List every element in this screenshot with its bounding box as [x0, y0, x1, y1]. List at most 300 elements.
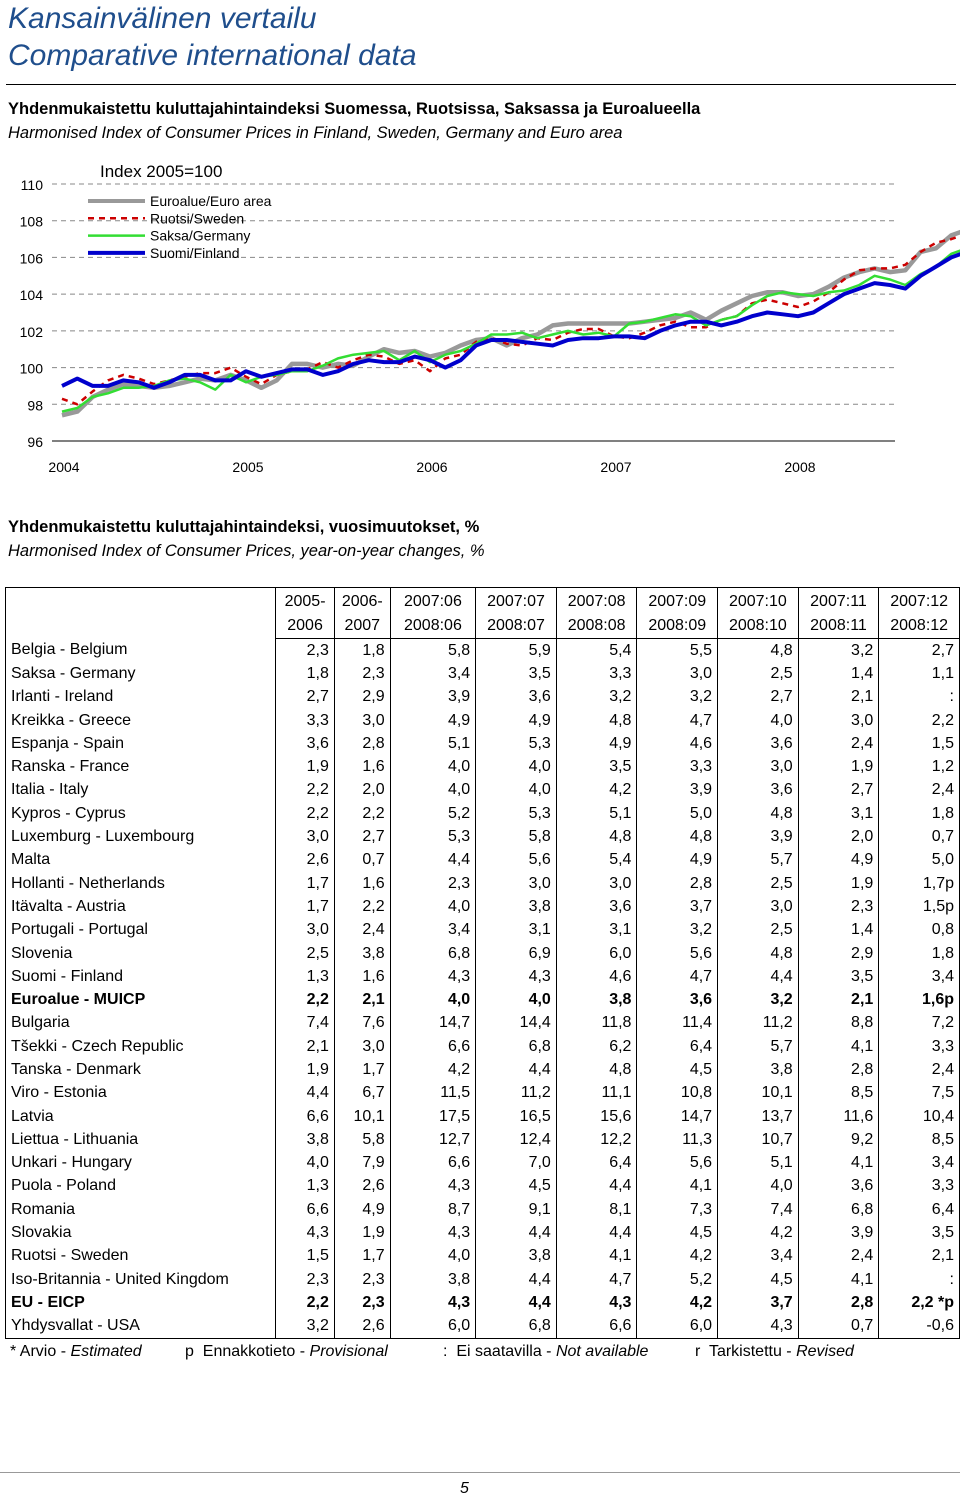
- country-label: Malta: [6, 849, 276, 872]
- value-cell: 4,1: [798, 1268, 879, 1291]
- chart-title-fi: Yhdenmukaistettu kuluttajahintaindeksi Suomessa, Ruotsissa, Saksassa ja Euroalueella: [8, 100, 701, 118]
- country-label: Ruotsi - Sweden: [6, 1245, 276, 1268]
- value-cell: 1,8: [334, 639, 390, 663]
- value-cell: 3,6: [718, 779, 799, 802]
- value-cell: 1,4: [798, 662, 879, 685]
- value-cell: 11,5: [390, 1082, 476, 1105]
- value-cell: 4,4: [718, 965, 799, 988]
- value-cell: 4,7: [637, 965, 718, 988]
- value-cell: 8,1: [556, 1198, 637, 1221]
- value-cell: 2,4: [798, 732, 879, 755]
- value-cell: 2,2: [879, 709, 960, 732]
- value-cell: 1,1: [879, 662, 960, 685]
- value-cell: 4,3: [718, 1315, 799, 1339]
- value-cell: 5,1: [390, 732, 476, 755]
- value-cell: 3,5: [879, 1221, 960, 1244]
- value-cell: 2,2: [276, 779, 335, 802]
- value-cell: 7,0: [476, 1152, 557, 1175]
- value-cell: 4,2: [637, 1291, 718, 1314]
- x-tick-label: 2005: [232, 459, 264, 475]
- value-cell: 4,0: [718, 709, 799, 732]
- value-cell: 4,7: [556, 1268, 637, 1291]
- table-corner: [6, 614, 276, 639]
- value-cell: 5,7: [718, 849, 799, 872]
- page-title-en: Comparative international data: [8, 39, 417, 72]
- table-row: [6, 614, 960, 639]
- value-cell: 3,7: [637, 895, 718, 918]
- value-cell: 3,2: [637, 919, 718, 942]
- table-row: [6, 732, 960, 755]
- value-cell: 1,5: [879, 732, 960, 755]
- value-cell: 4,8: [556, 1058, 637, 1081]
- column-header: 2005-: [276, 588, 335, 615]
- title-divider: [6, 84, 956, 85]
- value-cell: 1,2: [879, 755, 960, 778]
- value-cell: 5,4: [556, 849, 637, 872]
- country-label: Hollanti - Netherlands: [6, 872, 276, 895]
- value-cell: 6,8: [390, 942, 476, 965]
- footer-divider: [0, 1472, 960, 1473]
- value-cell: 2,2: [334, 802, 390, 825]
- value-cell: 3,8: [276, 1128, 335, 1151]
- value-cell: 1,4: [798, 919, 879, 942]
- country-label: Bulgaria: [6, 1012, 276, 1035]
- y-tick-label: 102: [19, 323, 43, 340]
- value-cell: 12,2: [556, 1128, 637, 1151]
- country-label: EU - EICP: [6, 1291, 276, 1314]
- value-cell: 14,7: [637, 1105, 718, 1128]
- legend-label: Ruotsi/Sweden: [150, 210, 245, 227]
- value-cell: 2,2 *p: [879, 1291, 960, 1314]
- value-cell: 5,3: [476, 732, 557, 755]
- table-row: [6, 1035, 960, 1058]
- table-row: [6, 1152, 960, 1175]
- value-cell: 3,0: [334, 1035, 390, 1058]
- value-cell: 11,4: [637, 1012, 718, 1035]
- value-cell: 4,0: [718, 1175, 799, 1198]
- value-cell: 5,1: [718, 1152, 799, 1175]
- value-cell: 5,0: [879, 849, 960, 872]
- country-label: Romania: [6, 1198, 276, 1221]
- value-cell: 8,5: [879, 1128, 960, 1151]
- value-cell: 2,0: [798, 825, 879, 848]
- value-cell: 3,9: [390, 686, 476, 709]
- value-cell: 4,4: [556, 1221, 637, 1244]
- y-tick-label: 96: [27, 434, 43, 450]
- table-corner: [6, 588, 276, 615]
- table-row: [6, 1268, 960, 1291]
- footnote-not-available: : Ei saatavilla - Not available: [443, 1343, 649, 1360]
- value-cell: 6,8: [476, 1035, 557, 1058]
- value-cell: 4,0: [476, 755, 557, 778]
- value-cell: 4,3: [556, 1291, 637, 1314]
- value-cell: 3,6: [637, 988, 718, 1011]
- y-tick-label: 106: [19, 250, 43, 267]
- country-label: Kypros - Cyprus: [6, 802, 276, 825]
- value-cell: 6,4: [879, 1198, 960, 1221]
- value-cell: 2,2: [276, 988, 335, 1011]
- column-header: 2007:06: [390, 588, 476, 615]
- table-row: [6, 1221, 960, 1244]
- value-cell: 4,1: [637, 1175, 718, 1198]
- value-cell: 3,3: [276, 709, 335, 732]
- value-cell: 3,3: [556, 662, 637, 685]
- value-cell: 2,6: [334, 1175, 390, 1198]
- value-cell: 3,2: [637, 686, 718, 709]
- value-cell: 1,9: [334, 1221, 390, 1244]
- value-cell: 3,0: [276, 919, 335, 942]
- value-cell: 10,8: [637, 1082, 718, 1105]
- country-label: Portugali - Portugal: [6, 919, 276, 942]
- y-tick-label: 100: [19, 360, 43, 377]
- value-cell: 3,6: [718, 732, 799, 755]
- value-cell: 3,2: [276, 1315, 335, 1339]
- value-cell: 2,8: [334, 732, 390, 755]
- value-cell: 3,5: [556, 755, 637, 778]
- country-label: Iso-Britannia - United Kingdom: [6, 1268, 276, 1291]
- value-cell: 5,3: [390, 825, 476, 848]
- value-cell: 5,9: [476, 639, 557, 663]
- value-cell: 3,6: [556, 895, 637, 918]
- value-cell: 2,2: [334, 895, 390, 918]
- value-cell: 2,2: [276, 802, 335, 825]
- footnote-revised: r Tarkistettu - Revised: [695, 1343, 854, 1360]
- value-cell: 3,3: [879, 1035, 960, 1058]
- value-cell: 1,8: [879, 802, 960, 825]
- value-cell: 1,7p: [879, 872, 960, 895]
- table-row: [6, 755, 960, 778]
- column-header: 2008:08: [556, 614, 637, 639]
- value-cell: 9,1: [476, 1198, 557, 1221]
- country-label: Slovenia: [6, 942, 276, 965]
- value-cell: 1,9: [276, 755, 335, 778]
- value-cell: 3,0: [556, 872, 637, 895]
- country-label: Luxemburg - Luxembourg: [6, 825, 276, 848]
- country-label: Ranska - France: [6, 755, 276, 778]
- value-cell: 11,1: [556, 1082, 637, 1105]
- table-row: [6, 779, 960, 802]
- column-header: 2008:10: [718, 614, 799, 639]
- value-cell: 4,3: [390, 1291, 476, 1314]
- table-row: [6, 1198, 960, 1221]
- value-cell: 2,4: [879, 1058, 960, 1081]
- value-cell: 7,9: [334, 1152, 390, 1175]
- value-cell: 4,3: [276, 1221, 335, 1244]
- value-cell: 8,5: [798, 1082, 879, 1105]
- value-cell: 6,4: [556, 1152, 637, 1175]
- country-label: Tanska - Denmark: [6, 1058, 276, 1081]
- table-row: [6, 802, 960, 825]
- value-cell: 2,5: [718, 872, 799, 895]
- value-cell: 4,4: [390, 849, 476, 872]
- value-cell: 4,8: [718, 639, 799, 663]
- column-header: 2007:09: [637, 588, 718, 615]
- value-cell: 4,2: [718, 1221, 799, 1244]
- value-cell: 2,4: [879, 779, 960, 802]
- value-cell: 12,7: [390, 1128, 476, 1151]
- value-cell: 4,6: [637, 732, 718, 755]
- value-cell: 5,1: [556, 802, 637, 825]
- value-cell: 8,8: [798, 1012, 879, 1035]
- value-cell: 2,4: [334, 919, 390, 942]
- column-header: 2008:06: [390, 614, 476, 639]
- value-cell: 2,4: [798, 1245, 879, 1268]
- value-cell: 4,6: [556, 965, 637, 988]
- value-cell: 2,8: [637, 872, 718, 895]
- country-label: Itävalta - Austria: [6, 895, 276, 918]
- value-cell: 2,3: [334, 1268, 390, 1291]
- value-cell: 2,3: [276, 1268, 335, 1291]
- y-tick-label: 108: [19, 213, 43, 230]
- footnote-provisional: p Ennakkotieto - Provisional: [185, 1343, 388, 1360]
- table-row: [6, 686, 960, 709]
- value-cell: 17,5: [390, 1105, 476, 1128]
- value-cell: 6,4: [637, 1035, 718, 1058]
- value-cell: 1,9: [276, 1058, 335, 1081]
- table-row: [6, 849, 960, 872]
- value-cell: 2,0: [334, 779, 390, 802]
- footnote-estimated: * Arvio - Estimated: [10, 1343, 142, 1360]
- value-cell: 3,2: [718, 988, 799, 1011]
- value-cell: 10,1: [334, 1105, 390, 1128]
- value-cell: 3,4: [879, 1152, 960, 1175]
- value-cell: 2,7: [879, 639, 960, 663]
- value-cell: 11,2: [718, 1012, 799, 1035]
- country-label: Kreikka - Greece: [6, 709, 276, 732]
- column-header: 2008:12: [879, 614, 960, 639]
- column-header: 2006: [276, 614, 335, 639]
- value-cell: 8,7: [390, 1198, 476, 1221]
- chart-index-title: Index 2005=100: [100, 162, 223, 181]
- country-label: Saksa - Germany: [6, 662, 276, 685]
- value-cell: 2,9: [798, 942, 879, 965]
- value-cell: 11,2: [476, 1082, 557, 1105]
- table-row: [6, 1245, 960, 1268]
- value-cell: 3,3: [879, 1175, 960, 1198]
- y-tick-label: 98: [27, 397, 43, 414]
- value-cell: 4,5: [637, 1058, 718, 1081]
- value-cell: :: [879, 686, 960, 709]
- value-cell: 5,2: [390, 802, 476, 825]
- value-cell: 3,3: [637, 755, 718, 778]
- x-tick-label: 2007: [600, 459, 632, 475]
- table-row: [6, 1315, 960, 1339]
- table-row: [6, 1058, 960, 1081]
- value-cell: 2,1: [276, 1035, 335, 1058]
- value-cell: 2,7: [334, 825, 390, 848]
- hicp-line-chart: [0, 160, 960, 490]
- table-row: [6, 895, 960, 918]
- value-cell: 14,4: [476, 1012, 557, 1035]
- value-cell: 4,8: [556, 709, 637, 732]
- value-cell: 4,5: [718, 1268, 799, 1291]
- column-header: 2007:08: [556, 588, 637, 615]
- value-cell: 11,6: [798, 1105, 879, 1128]
- table-row: [6, 1082, 960, 1105]
- value-cell: 5,3: [476, 802, 557, 825]
- table-row: [6, 919, 960, 942]
- column-header: 2008:07: [476, 614, 557, 639]
- x-tick-label: 2008: [784, 459, 816, 475]
- value-cell: 10,4: [879, 1105, 960, 1128]
- value-cell: 3,0: [276, 825, 335, 848]
- value-cell: 1,6p: [879, 988, 960, 1011]
- value-cell: 5,6: [476, 849, 557, 872]
- column-header: 2008:09: [637, 614, 718, 639]
- value-cell: 2,5: [718, 662, 799, 685]
- value-cell: 10,7: [718, 1128, 799, 1151]
- value-cell: 3,6: [476, 686, 557, 709]
- series-line-finland: [62, 239, 960, 388]
- column-header: 2008:11: [798, 614, 879, 639]
- value-cell: 2,3: [276, 639, 335, 663]
- page-number: 5: [460, 1480, 469, 1497]
- value-cell: 7,6: [334, 1012, 390, 1035]
- value-cell: 2,3: [334, 1291, 390, 1314]
- value-cell: 2,5: [276, 942, 335, 965]
- value-cell: 3,2: [556, 686, 637, 709]
- country-label: Espanja - Spain: [6, 732, 276, 755]
- value-cell: 3,8: [334, 942, 390, 965]
- value-cell: 4,8: [718, 802, 799, 825]
- value-cell: 3,0: [798, 709, 879, 732]
- table-row: [6, 662, 960, 685]
- country-label: Belgia - Belgium: [6, 639, 276, 663]
- table-row: [6, 825, 960, 848]
- value-cell: 5,0: [637, 802, 718, 825]
- value-cell: 4,3: [390, 965, 476, 988]
- value-cell: 4,1: [556, 1245, 637, 1268]
- value-cell: 4,3: [476, 965, 557, 988]
- value-cell: 2,3: [334, 662, 390, 685]
- value-cell: 4,5: [637, 1221, 718, 1244]
- value-cell: 6,6: [556, 1315, 637, 1339]
- value-cell: 2,7: [798, 779, 879, 802]
- value-cell: 6,7: [334, 1082, 390, 1105]
- value-cell: 6,0: [390, 1315, 476, 1339]
- value-cell: 6,9: [476, 942, 557, 965]
- value-cell: 4,0: [476, 779, 557, 802]
- country-label: Latvia: [6, 1105, 276, 1128]
- value-cell: 1,6: [334, 755, 390, 778]
- value-cell: 1,7: [334, 1245, 390, 1268]
- value-cell: 5,8: [390, 639, 476, 663]
- value-cell: 3,0: [637, 662, 718, 685]
- country-label: Tšekki - Czech Republic: [6, 1035, 276, 1058]
- value-cell: 2,1: [334, 988, 390, 1011]
- value-cell: 4,8: [718, 942, 799, 965]
- value-cell: 2,6: [334, 1315, 390, 1339]
- table-row: [6, 1128, 960, 1151]
- value-cell: 4,9: [556, 732, 637, 755]
- value-cell: 4,4: [476, 1291, 557, 1314]
- column-header: 2007: [334, 614, 390, 639]
- column-header: 2007:11: [798, 588, 879, 615]
- value-cell: 9,2: [798, 1128, 879, 1151]
- value-cell: 7,3: [637, 1198, 718, 1221]
- value-cell: 6,0: [556, 942, 637, 965]
- table-row: [6, 872, 960, 895]
- value-cell: 4,5: [476, 1175, 557, 1198]
- value-cell: 1,9: [798, 755, 879, 778]
- value-cell: 4,1: [798, 1152, 879, 1175]
- country-label: Yhdysvallat - USA: [6, 1315, 276, 1339]
- value-cell: 3,1: [556, 919, 637, 942]
- value-cell: 3,0: [476, 872, 557, 895]
- y-tick-label: 110: [20, 177, 43, 193]
- x-tick-label: 2004: [48, 459, 80, 475]
- value-cell: 5,7: [718, 1035, 799, 1058]
- value-cell: 3,0: [718, 895, 799, 918]
- value-cell: 0,7: [798, 1315, 879, 1339]
- legend-label: Suomi/Finland: [150, 244, 240, 261]
- value-cell: 2,1: [798, 988, 879, 1011]
- table-row: [6, 588, 960, 615]
- value-cell: 4,9: [798, 849, 879, 872]
- value-cell: 3,4: [879, 965, 960, 988]
- value-cell: 2,7: [718, 686, 799, 709]
- value-cell: 2,7: [276, 686, 335, 709]
- value-cell: 2,3: [798, 895, 879, 918]
- value-cell: 4,9: [476, 709, 557, 732]
- value-cell: 4,0: [390, 755, 476, 778]
- value-cell: 3,7: [718, 1291, 799, 1314]
- value-cell: 3,5: [798, 965, 879, 988]
- value-cell: 2,6: [276, 849, 335, 872]
- value-cell: 11,8: [556, 1012, 637, 1035]
- value-cell: 4,8: [556, 825, 637, 848]
- value-cell: 3,8: [476, 1245, 557, 1268]
- value-cell: 7,4: [718, 1198, 799, 1221]
- table-row: [6, 1175, 960, 1198]
- chart-legend: [88, 193, 272, 261]
- value-cell: 0,7: [334, 849, 390, 872]
- country-label: Euroalue - MUICP: [6, 988, 276, 1011]
- value-cell: 5,5: [637, 639, 718, 663]
- value-cell: 1,3: [276, 1175, 335, 1198]
- value-cell: 3,6: [798, 1175, 879, 1198]
- value-cell: 1,9: [798, 872, 879, 895]
- column-header: 2007:10: [718, 588, 799, 615]
- table-title-en: Harmonised Index of Consumer Prices, year-on-year changes, %: [8, 542, 485, 560]
- value-cell: 4,0: [276, 1152, 335, 1175]
- value-cell: 4,3: [390, 1221, 476, 1244]
- country-label: Italia - Italy: [6, 779, 276, 802]
- value-cell: 4,4: [556, 1175, 637, 1198]
- table-row: [6, 965, 960, 988]
- value-cell: 3,4: [390, 662, 476, 685]
- legend-label: Saksa/Germany: [150, 227, 251, 244]
- table-row: [6, 1105, 960, 1128]
- value-cell: 6,2: [556, 1035, 637, 1058]
- column-header: 2007:07: [476, 588, 557, 615]
- x-tick-label: 2006: [416, 459, 448, 475]
- value-cell: 4,9: [390, 709, 476, 732]
- value-cell: 4,0: [390, 779, 476, 802]
- value-cell: 4,9: [637, 849, 718, 872]
- value-cell: 3,5: [476, 662, 557, 685]
- value-cell: 3,6: [276, 732, 335, 755]
- value-cell: 4,1: [798, 1035, 879, 1058]
- value-cell: 7,2: [879, 1012, 960, 1035]
- table-row: [6, 988, 960, 1011]
- value-cell: 3,8: [390, 1268, 476, 1291]
- value-cell: 13,7: [718, 1105, 799, 1128]
- value-cell: 4,3: [390, 1175, 476, 1198]
- value-cell: 3,0: [718, 755, 799, 778]
- value-cell: 4,4: [276, 1082, 335, 1105]
- country-label: Viro - Estonia: [6, 1082, 276, 1105]
